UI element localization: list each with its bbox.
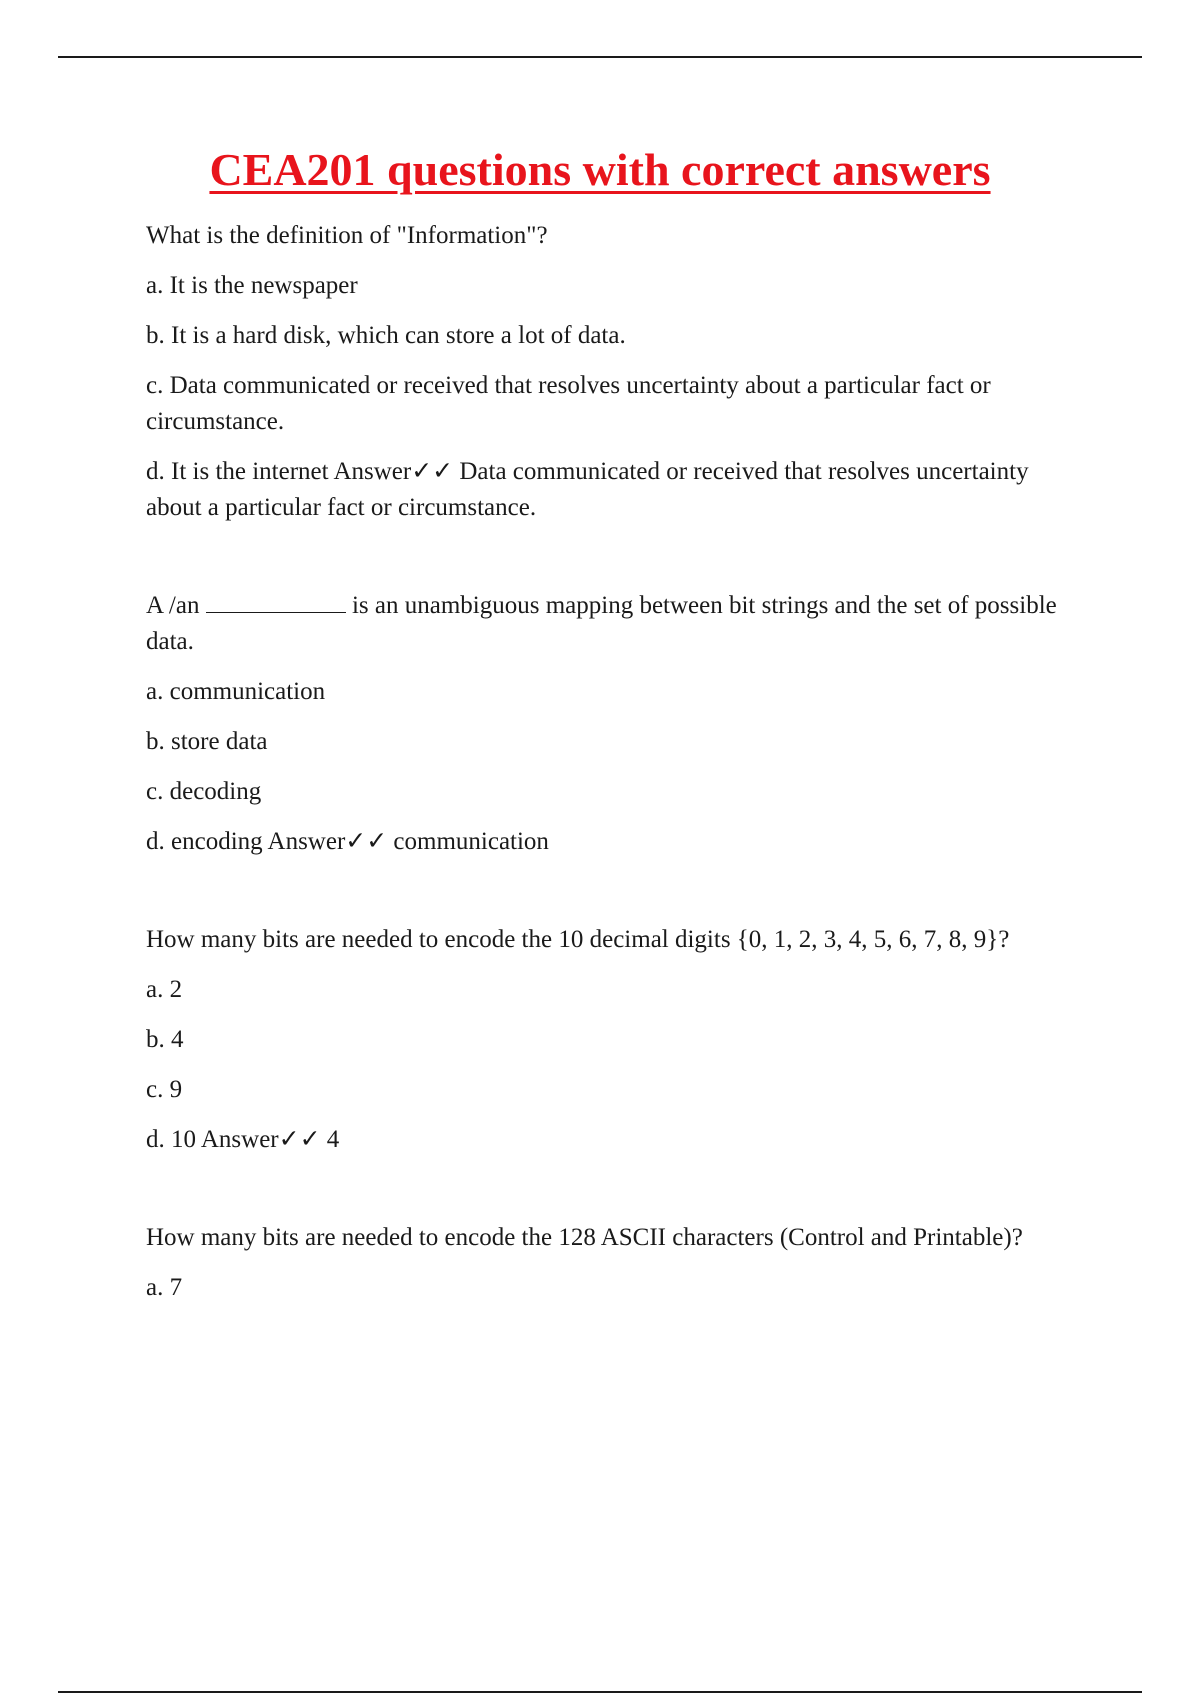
top-rule (58, 56, 1142, 58)
question-3-option-b: b. 4 (146, 1026, 184, 1053)
document-body (146, 218, 1076, 1368)
question-1 (146, 218, 1076, 526)
question-2-stem-start: A /an (146, 592, 200, 619)
question-2-option-a: a. communication (146, 678, 326, 705)
question-3-option-c: c. 9 (146, 1076, 183, 1103)
question-3-option-a: a. 2 (146, 976, 183, 1003)
question-1-stem: What is the definition of "Information"? (146, 222, 548, 249)
fill-in-blank (206, 590, 346, 613)
question-1-option-c: c. Data communicated or received that resolves uncertainty about a particular fact or circumstance. (146, 372, 991, 435)
question-2-option-d-answer: d. encoding Answer✓✓ communication (146, 828, 549, 855)
question-4-option-a: a. 7 (146, 1274, 183, 1301)
question-1-option-a: a. It is the newspaper (146, 272, 358, 299)
question-1-option-d-answer: d. It is the internet Answer✓✓ Data communicated or received that resolves uncertainty about a particular fact or circumstance. (146, 458, 1029, 521)
bottom-rule (58, 1691, 1142, 1693)
question-2-stem-end: is an unambiguous mapping between bit strings and the set of possible data. (146, 592, 1057, 655)
question-2-option-c: c. decoding (146, 778, 262, 805)
question-4-stem: How many bits are needed to encode the 128 ASCII characters (Control and Printable)? (146, 1224, 1023, 1251)
question-1-option-b: b. It is a hard disk, which can store a lot of data. (146, 322, 626, 349)
question-2-option-b: b. store data (146, 728, 268, 755)
question-3-stem: How many bits are needed to encode the 10 decimal digits {0, 1, 2, 3, 4, 5, 6, 7, 8, 9}? (146, 926, 1010, 953)
question-4 (146, 1220, 1076, 1306)
question-2-stem (146, 588, 1076, 660)
question-3-option-d-answer: d. 10 Answer✓✓ 4 (146, 1126, 340, 1153)
question-2 (146, 588, 1076, 860)
question-3 (146, 922, 1076, 1158)
document-title: CEA201 questions with correct answers (209, 144, 991, 195)
